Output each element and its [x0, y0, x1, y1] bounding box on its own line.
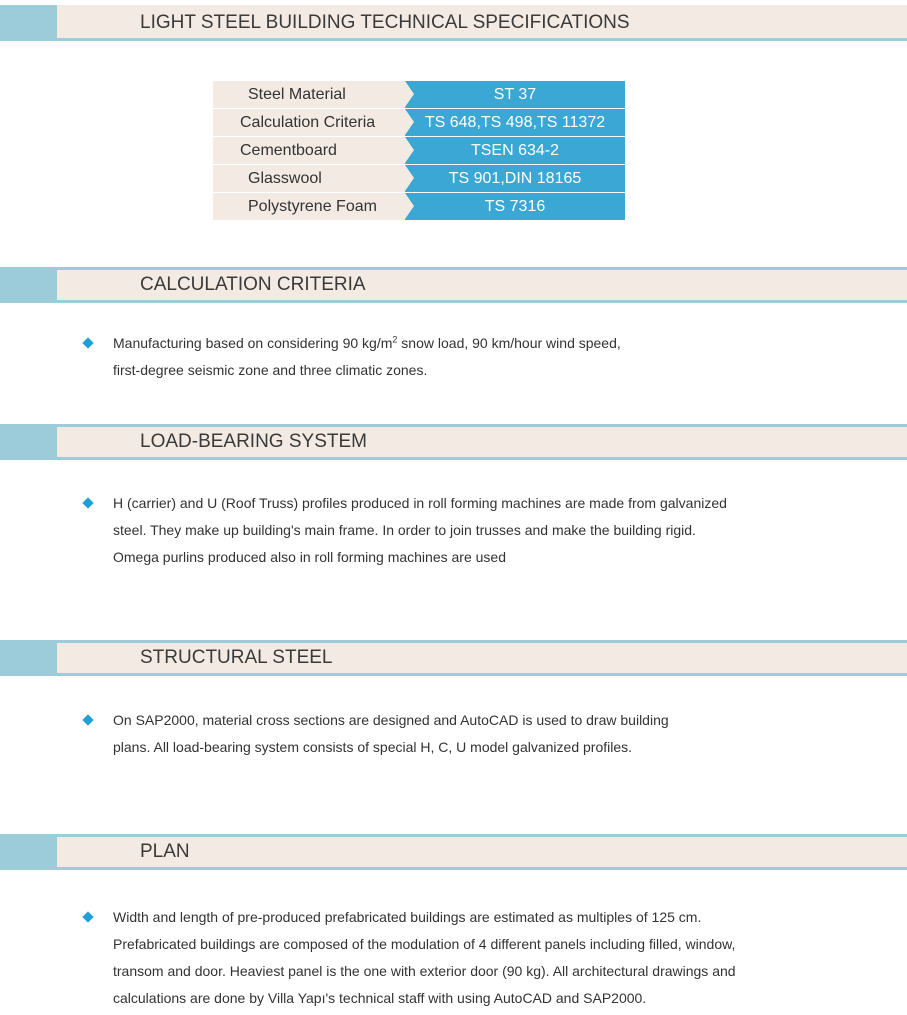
spec-row [213, 109, 625, 137]
spec-row [213, 193, 625, 221]
spec-key: Steel Material [213, 81, 405, 108]
calculation-paragraph [82, 330, 822, 386]
chevron-icon [405, 109, 414, 135]
structural-paragraph [82, 707, 822, 763]
diamond-bullet-icon [82, 497, 93, 508]
section-title: CALCULATION CRITERIA [140, 274, 366, 295]
chevron-icon [405, 193, 414, 219]
section-accent [0, 640, 57, 676]
section-title: LIGHT STEEL BUILDING TECHNICAL SPECIFICATIONS [140, 12, 630, 33]
load-bearing-paragraph [82, 490, 822, 574]
diamond-bullet-icon [82, 714, 93, 725]
spec-key: Glasswool [213, 165, 405, 192]
spec-table [213, 81, 625, 221]
section-accent [0, 424, 57, 460]
section-accent [0, 5, 57, 41]
line-part: Manufacturing based on considering 90 kg/m [113, 335, 393, 351]
section-accent [0, 267, 57, 303]
spec-key: Calculation Criteria [213, 109, 405, 136]
paragraph-line: plans. All load-bearing system consists of special H, C, U model galvanized profiles. [113, 739, 633, 755]
spec-row [213, 165, 625, 193]
diamond-bullet-icon [82, 911, 93, 922]
chevron-icon [405, 165, 414, 191]
superscript: 2 [392, 334, 398, 345]
spec-value: ST 37 [405, 81, 625, 108]
paragraph-line: Width and length of pre-produced prefabricated buildings are estimated as multiples of 125 cm. [113, 909, 702, 925]
paragraph-line: On SAP2000, material cross sections are designed and AutoCAD is used to draw building [113, 712, 669, 728]
section-header-load-bearing [0, 424, 907, 460]
section-header-specs [0, 5, 907, 41]
section-title: LOAD-BEARING SYSTEM [140, 431, 367, 452]
paragraph-line: calculations are done by Villa Yapı's technical staff with using AutoCAD and SAP2000. [113, 990, 647, 1006]
spec-value: TS 901,DIN 18165 [405, 165, 625, 192]
section-title: PLAN [140, 841, 190, 862]
plan-paragraph [82, 904, 822, 1014]
spec-value: TS 648,TS 498,TS 11372 [405, 109, 625, 136]
section-header-plan [0, 834, 907, 870]
diamond-bullet-icon [82, 337, 93, 348]
chevron-icon [405, 81, 414, 107]
paragraph-line [113, 330, 813, 357]
paragraph-line: first-degree seismic zone and three climatic zones. [113, 362, 428, 378]
section-header-calculation [0, 267, 907, 303]
spec-row [213, 137, 625, 165]
spec-key: Cementboard [213, 137, 405, 164]
spec-value: TS 7316 [405, 193, 625, 220]
spec-key: Polystyrene Foam [213, 193, 405, 220]
paragraph-line: Prefabricated buildings are composed of the modulation of 4 different panels including filled, window, [113, 936, 736, 952]
paragraph-line: Omega purlins produced also in roll forming machines are used [113, 549, 506, 565]
paragraph-line: H (carrier) and U (Roof Truss) profiles produced in roll forming machines are made from galvanized [113, 495, 727, 511]
section-accent [0, 834, 57, 870]
section-header-structural [0, 640, 907, 676]
spec-value: TSEN 634-2 [405, 137, 625, 164]
chevron-icon [405, 137, 414, 163]
paragraph-line: transom and door. Heaviest panel is the one with exterior door (90 kg). All architectural drawings and [113, 963, 736, 979]
line-part: snow load, 90 km/hour wind speed, [397, 335, 621, 351]
paragraph-line: steel. They make up building's main frame. In order to join trusses and make the building rigid. [113, 522, 696, 538]
spec-row [213, 81, 625, 109]
section-title: STRUCTURAL STEEL [140, 647, 333, 668]
